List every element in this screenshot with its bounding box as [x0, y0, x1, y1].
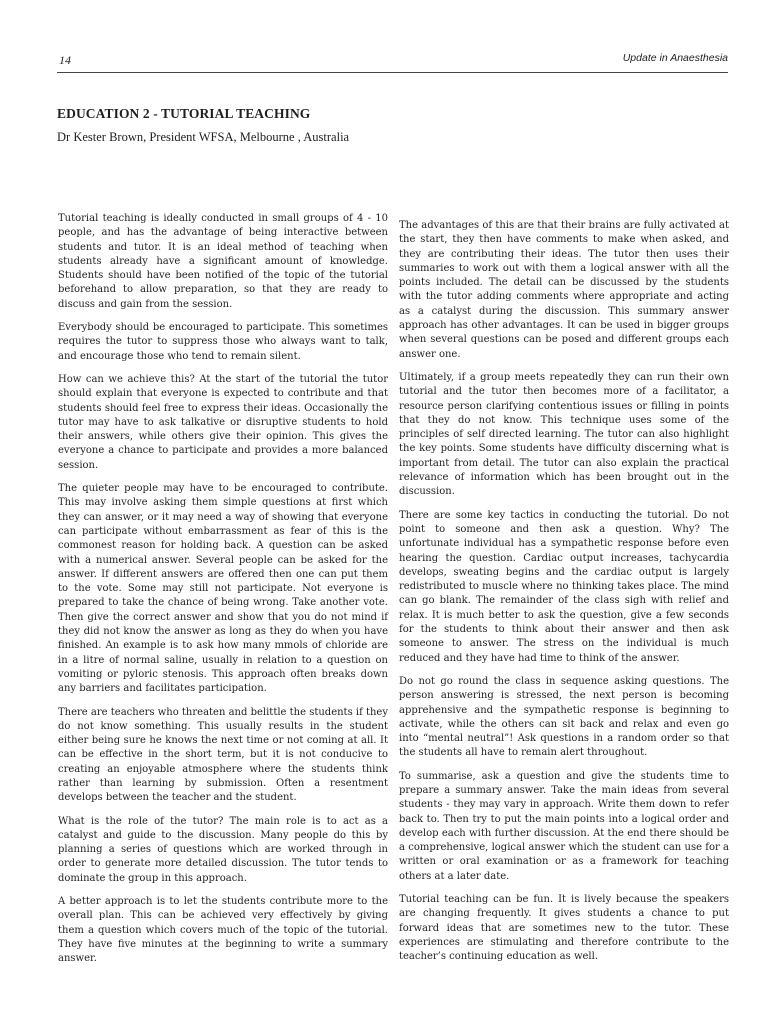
- paragraph: Everybody should be encouraged to participate. This sometimes requires the tutor to suppress those who always want to talk, and encourage those who tend to remain silent.: [58, 322, 388, 362]
- page-number: 14: [59, 53, 71, 67]
- paragraph: There are teachers who threaten and belittle the students if they do not know something. This usually results in the student either being sure he knows the next time or not coming at all. It can be effective in the short term, but it is not conducive to creating an enjoyable atmosphere where the students think rather than learning by submission. Often a resentment develops between the teacher and the student.: [58, 706, 388, 804]
- paragraph: What is the role of the tutor? The main role is to act as a catalyst and guide to the discussion. Many people do this by planning a series of questions which are worked through in order to generate more detailed discussion. The tutor tends to dominate the group in this approach.: [58, 815, 388, 884]
- paragraph: Tutorial teaching is ideally conducted in small groups of 4 - 10 people, and has the advantage of being interactive between students and tutor. It is an ideal method of teaching when students already have a significant amount of knowledge. Students should have been notified of the topic of the tutorial beforehand to allow preparation, so that they are ready to discuss and gain from the session.: [58, 213, 388, 310]
- paragraph: There are some key tactics in conducting the tutorial. Do not point to someone and then ask a question. Why? The unfortunate individual has a sympathetic response before even hearing the question. Cardiac output increases, tachycardia develops, sweating begins and the cardiac output is largely redistributed to muscle where no thinking takes place. The mind can go blank. The remainder of the class sigh with relief and relax. It is much better to ask the question, give a few seconds for the students to think about their answer and then ask someone to answer. The stress on the individual is much reduced and they have had time to think of the answer.: [399, 509, 729, 664]
- paragraph: Ultimately, if a group meets repeatedly they can run their own tutorial and the tutor then becomes more of a facilitator, a resource person clarifying contentious issues or filling in points that they do not know. This technique uses some of the principles of self directed learning. The tutor can also highlight the key points. Some students have difficulty discerning what is important from detail. The tutor can also explain the practical relevance of information which has been brought out in the discussion.: [399, 371, 729, 498]
- left-column: [58, 212, 388, 976]
- paragraph: A better approach is to let the students contribute more to the overall plan. This can be achieved very effectively by giving them a question which covers much of the topic of the tutorial. They have five minutes at the beginning to write a summary answer.: [58, 896, 388, 965]
- paragraph: How can we achieve this? At the start of the tutorial the tutor should explain that everyone is expected to contribute and that students should feel free to express their ideas. Occasionally the tutor may have to ask talkative or disruptive students to hold their answers, while others give their opinion. This gives the everyone a chance to participate and provides a more balanced session.: [58, 373, 388, 471]
- header-rule: [57, 72, 728, 73]
- article-title: EDUCATION 2 - TUTORIAL TEACHING: [57, 106, 311, 121]
- paragraph: The advantages of this are that their brains are fully activated at the start, they then have comments to make when asked, and they are contributing their ideas. The tutor then uses their summaries to work out with them a logical answer with all the points included. The detail can be discussed by the students with the tutor adding comments where appropriate and acting as a catalyst during the discussion. This summary answer approach has other advantages. It can be used in bigger groups when several questions can be posed and different groups each answer one.: [399, 220, 729, 360]
- author-byline: Dr Kester Brown, President WFSA, Melbourne , Australia: [57, 130, 350, 144]
- paragraph: To summarise, ask a question and give the students time to prepare a summary answer. Take the main ideas from several students - they may vary in approach. Write them down to refer back to. Then try to put the main points into a logical order and develop each with further discussion. At the end there should be a comprehensive, logical answer which the student can use for a written or oral examination or as a framework for teaching others at a later date.: [399, 770, 729, 882]
- paragraph: Do not go round the class in sequence asking questions. The person answering is stressed, the next person is becoming apprehensive and the sympathetic response is beginning to activate, while the others can sit back and relax and even go into “mental neutral”! Ask questions in a random order so that the students all have to remain alert throughout.: [399, 675, 729, 759]
- right-column: [399, 219, 729, 974]
- paragraph: The quieter people may have to be encouraged to contribute. This may involve asking them simple questions at first which they can answer, or it may need a way of showing that everyone can participate without embarrassment as fear of this is the commonest reason for holding back. A question can be asked with a numerical answer. Several people can be asked for the answer. If different answers are offered then one can put them to the vote. Some may still not participate. Not everyone is prepared to take the chance of being wrong. Take another vote. Then give the correct answer and show that you do not mind if they did not know the answer as long as they do when you have finished. An example is to ask how many mmols of chloride are in a litre of normal saline, usually in relation to a question on vomiting or pyloric stenosis. This approach often breaks down any barriers and facilitates participation.: [58, 483, 388, 695]
- paragraph: Tutorial teaching can be fun. It is lively because the speakers are changing frequently. It gives students a chance to put forward ideas that are sometimes new to the tutor. These experiences are stimulating and therefore contribute to the teacher’s continuing education as well.: [399, 894, 729, 963]
- journal-title: Update in Anaesthesia: [622, 52, 728, 64]
